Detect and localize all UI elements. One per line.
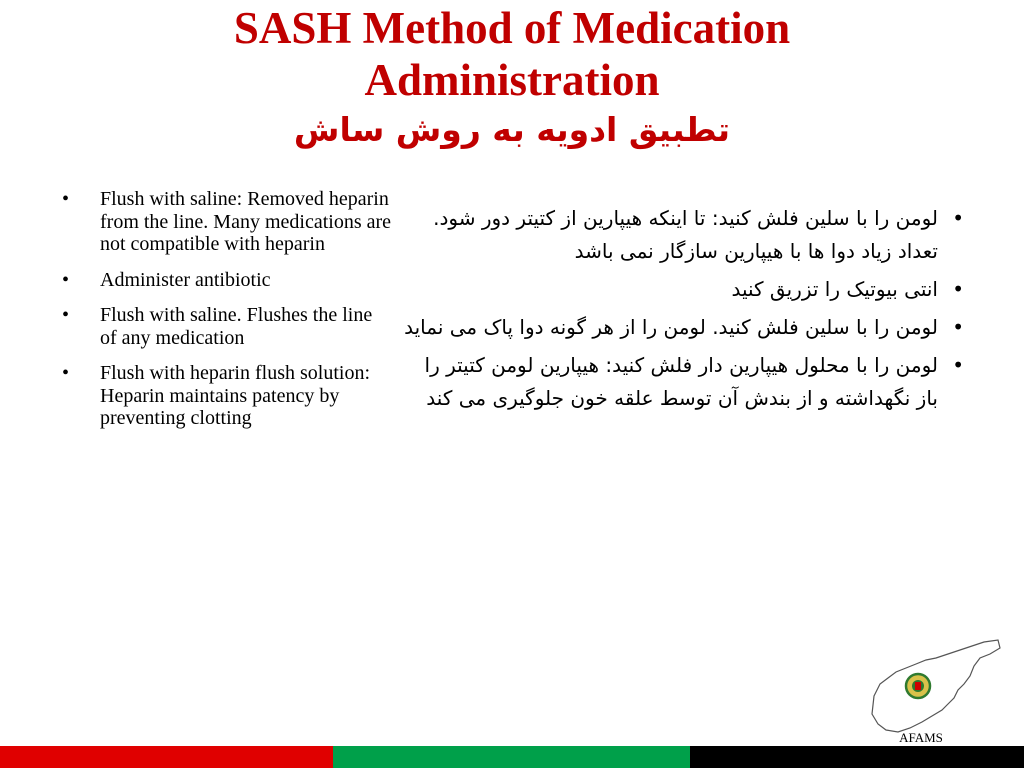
list-item (62, 188, 392, 256)
list-item (404, 311, 964, 344)
bullet-text: Administer antibiotic (100, 268, 271, 291)
list-item (62, 304, 392, 349)
bullet-icon: • (62, 304, 70, 326)
bullet-text: لومن را با محلول هیپارین دار فلش کنید: هیپارین لومن کتیتر را باز نگهداشته و از بندش آن توسط علقه خون جلوگیری می کند (424, 353, 938, 410)
bullet-icon: • (62, 362, 70, 384)
bullet-text: Flush with heparin flush solution: Heparin maintains patency by preventing clotting (100, 362, 370, 429)
bullet-text: Flush with saline. Flushes the line of any medication (100, 304, 373, 349)
persian-bullet-list (404, 202, 964, 420)
bullet-icon: • (952, 315, 964, 339)
footer-color-bar (0, 746, 1024, 768)
bullet-text: انتی بیوتیک را تزریق کنید (731, 277, 938, 301)
title-english-line1: SASH Method of Medication (233, 3, 791, 53)
title-persian: تطبیق ادویه به روش ساش (293, 110, 731, 149)
title-english-line2: Administration (364, 55, 660, 105)
bullet-text: لومن را با سلین فلش کنید. لومن را از هر گونه دوا پاک می نماید (404, 315, 938, 339)
footer-bar-green (333, 746, 690, 768)
footer-bar-red (0, 746, 333, 768)
afghanistan-map-emblem-icon (866, 638, 1006, 738)
bullet-icon: • (952, 277, 964, 301)
slide-title (0, 2, 1024, 154)
bullet-icon: • (952, 353, 964, 377)
afams-logo-label: AFAMS (899, 730, 943, 745)
footer-bar-black (690, 746, 1024, 768)
bullet-icon: • (62, 268, 70, 291)
list-item (404, 349, 964, 415)
english-bullet-list (62, 188, 392, 443)
bullet-text: لومن را با سلین فلش کنید: تا اینکه هیپارین از کتیتر دور شود. تعداد زیاد دوا ها با هیپارین سازگار نمی باشد (433, 206, 938, 263)
bullet-text: Flush with saline: Removed heparin from the line. Many medications are not compatible with heparin (100, 188, 392, 255)
list-item (404, 202, 964, 268)
list-item (62, 269, 392, 292)
bullet-icon: • (62, 188, 70, 210)
bullet-icon: • (952, 206, 964, 230)
list-item (404, 273, 964, 306)
list-item (62, 362, 392, 430)
